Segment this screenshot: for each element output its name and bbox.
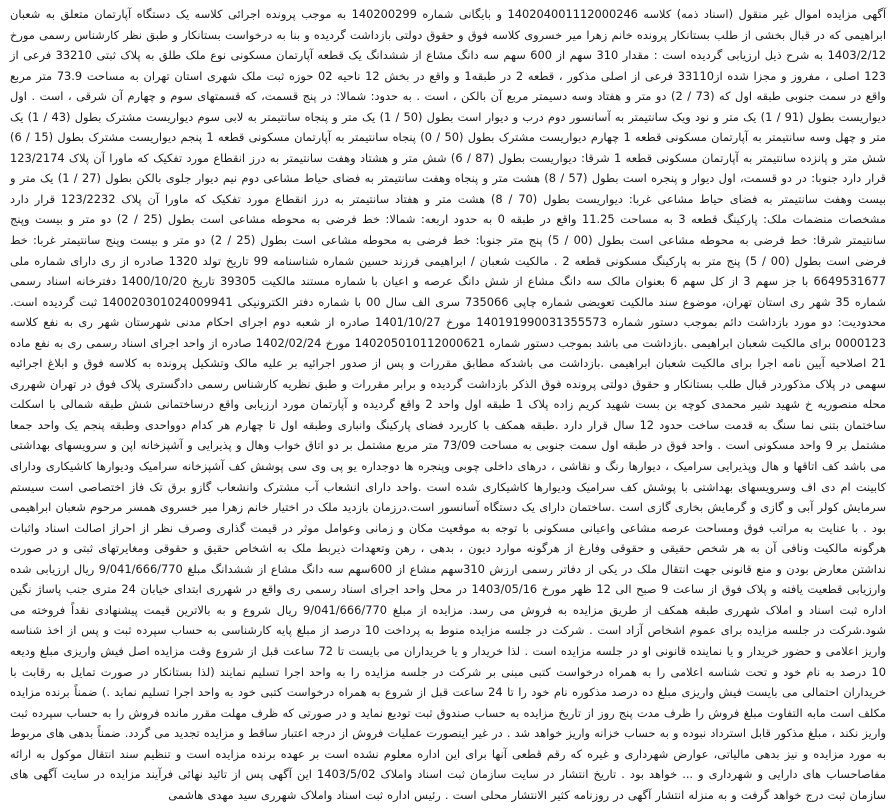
auction-notice-text: آگهی مزایده اموال غیر منقول (اسناد ذمه) کلاسه 140204001112000246 و بایگانی شماره 140200299 به موجب پرونده اجرائی کلاسه یک دستگاه آپارتمان متعلق به شعبان ابراهیمی که در قبال بخشی از طلب بستانکار پرونده خانم زهرا میر خسروی کلاسه فوق و حقوق دولتی بازداشت گردیده و بنا به درخواست بستانکار و طبق نظر کارشناس رسمی مورخ 1403/2/12 به شرح ذیل ارزیابی گردیده است : مقدار 310 سهم از 600 سهم سه دانگ مشاع از ششدانگ یک قطعه آپارتمان مسکونی نوع ملک طلق به پلاک ثبتی 33210 فرعی از 123 اصلی ، مفروز و مجزا شده از33110 فرعی از اصلی مذکور ، قطعه 2 در طبقه1 و واقع در بخش 12 ناحیه 02 حوزه ثبت ملک شهری استان تهران به مساحت 73.9 متر مربع واقع در سمت جنوبی طبقه اول که (73 / 2) دو متر و هفتاد وسه دسیمتر مربع آن بالکن ، است . به حدود: شمالا: در پنج قسمت، که قسمتهای سوم و چهارم آن شرقی ، است . اول دیواریست بطول (91 / 1) یک متر و نود ویک سانتیمتر به آسانسور دوم درب و دیوار است بطول (50 / 1) یک متر و پنجاه سانتیمتر به لابی سوم دیواریست مشترک بطول (43 / 1) یک متر و چهل وسه سانتیمتر به آپارتمان مسکونی قطعه 1 چهارم دیواریست مشترک بطول (50 / 0) پنجاه سانتیمتر به آپارتمان مسکونی قطعه 1 پنجم دیواریست مشترک بطول (15 / 6) شش متر و پانزده سانتیمتر به آپارتمان مسکونی قطعه 1 شرقا: دیواریست بطول (87 / 6) شش متر و هشتاد وهفت سانتیمتر به درز انقطاع مورد تفکیک که ماورا آن پلاک 123/2174 قرار دارد جنوبا: در دو قسمت، اول دیوار و پنجره است بطول (57 / 8) هشت متر و پنجاه وهفت سانتیمتر به فضای حیاط مشاعی دوم نیم دیوار جلوی بالکن بطول (27 / 1) یک متر و بیست وهفت سانتیمتر به فضای حیاط مشاعی غربا: دیواریست بطول (70 / 8) هشت متر و هفتاد سانتیمتر به درز انقطاع مورد تفکیک که ماورا آن پلاک 123/2232 قرار دارد مشخصات منضمات ملک: پارکینگ قطعه 3 به مساحت 11.25 واقع در طبقه 0 به حدود اربعه: شمالا: خط فرضی به محوطه مشاعی است بطول (25 / 2) دو متر و بیست وپنج سانتیمتر شرقا: خط فرضی به محوطه مشاعی است بطول (00 / 5) پنج متر جنوبا: خط فرضی به محوطه مشاعی است بطول (25 / 2) دو متر و بیست وپنج سانتیمتر غربا: خط فرضی است بطول (00 / 5) پنج متر به پارکینگ مسکونی قطعه 2 . مالکیت شعبان / ابراهیمی فرزند حسین شماره شناسنامه 99 تاریخ تولد 1320 صادره از ری دارای شماره ملی 6649531677 با جز سهم 3 از کل سهم 6 بعنوان مالک سه دانگ مشاع از شش دانگ عرصه و اعیان با شماره مستند مالکیت 39305 تاریخ 1400/10/20 دفترخانه اسناد رسمی شماره 35 شهر ری استان تهران، موضوع سند مالکیت تعویضی شماره چاپی 735066 سری الف سال 00 با شماره دفتر الکترونیکی 140020301024009941 ثبت گردیده است. محدودیت: دو مورد بازداشت دائم بموجب دستور شماره 140191990031355573 مورخ 1401/10/27 صادره از شعبه دوم اجرای احکام مدنی شهرستان شهر ری به نفع کلاسه 0000123 برای مالکیت شعبان ابراهیمی .بازداشت می باشد بموجب دستور شماره 140205010112000621 مورخ 1402/02/24 صادره از واحد اجرای اسناد رسمی ری به نفع ماده 21 اصلاحیه آیین نامه اجرا برای مالکیت شعبان ابراهیمی .بازداشت می باشدکه مطابق مقررات و پس از صدور اجرائیه بر علیه مالک وتشکیل پرونده به کلاسه فوق و ابلاغ اجرائیه سهمی در پلاک مذکوردر قبال طلب بستانکار و حقوق دولتی پرونده فوق الذکر بازداشت گردیده و برابر مقررات و طبق نظریه کارشناس رسمی دادگستری پلاک فوق در تهران شهرری محله منصوریه خ شهید شیر محمدی کوچه بن بست شهید کریم زاده پلاک 1 طبقه اول واحد 2 واقع گردیده و آپارتمان مورد ارزیابی واقع درساختمانی شش طبقه شمالی با اسکلت ساختمان بتنی نما سنگ به قدمت ساخت حدود 12 سال قرار دارد .طبقه همکف با کاربرد فضای پارکینگ وانباری وطبقه اول تا چهارم هر کدام دوواحدی وطبقه پنجم یک واحد جمعا مشتمل بر 9 واحد مسکونی است . واحد فوق در طبقه اول سمت جنوبی به مساحت 73/09 متر مربع مشتمل بر دو اتاق خواب وهال و پذیرایی و آشپزخانه اپن و سرویسهای بهداشتی می باشد کف اتاقها و هال وپذیرایی سرامیک ، دیوارها رنگ و نقاشی ، درهای داخلی چوبی وپنجره ها دوجداره یو پی وی سی پوشش کف آشپزخانه سرامیک ودیوارها کاشیکاری ودارای کابینت ام دی اف وسرویسهای بهداشتی با پوشش کف سرامیک ودیوارها کاشیکاری شده است .واحد دارای انشعاب آب مشترک وانشعاب گازو برق تک فاز اختصاصی است سیستم سرمایش کولر آبی و گازی و گرمایش بخاری گازی است .ساختمان دارای یک دستگاه آسانسور است.درزمان بازدید ملک در اختیار خانم زهرا میر خسروی همسر مرحوم شعبان ابراهیمی بود . با عنایت به مراتب فوق ومساحت عرصه مشاعی واعیانی مسکونی با توجه به موقعیت مکان و زمانی وعوامل موثر در قیمت گذاری وصرف نظر از احراز اصالت اسناد واثبات هرگونه مالکیت ونافی آن به هر شخص حقیقی و حقوقی وفارغ از هرگونه موارد دیون ، بدهی ، رهن وتعهدات ذیربط ملک به اشخاص حقیق و حقوقی ومغایرتهای ثبتی و در صورت نداشتن معارض بودن و منع قانونی جهت انتقال ملک در یکی از دفاتر رسمی ارزش 310سهم مشاع از 600سهم سه دانگ مشاع از ششدانگ مبلغ 9/041/666/770 ریال ارزیابی شده وارزیابی قطعیت یافته و پلاک فوق از ساعت 9 صبح الی 12 ظهر مورخ 1403/05/16 در محل واحد اجرای اسناد رسمی ری واقع در شهرری ابتدای خیابان 24 متری جنب پاساژ نگین اداره ثبت اسناد و املاک شهرری طبقه همکف از طریق مزایده به فروش می رسد. مزایده از مبلغ 9/041/666/770 ریال شروع و به بالاترین قیمت پیشنهادی نقداً فروخته می شود.شرکت در جلسه مزایده برای عموم اشخاص آزاد است . شرکت در جلسه مزایده منوط به پرداخت 10 درصد از مبلغ پایه کارشناسی به حساب سپرده ثبت و پس از اخذ شناسه واریز اعلامی و حضور خریدار و یا نماینده قانونی او در جلسه مزایده است . لذا خریدار و یا خریداران می بایست تا 72 ساعت قبل از شروع وقت مزایده اصل فیش واریزی مبلغ ودیعه 10 درصد به نام خود و تحت شناسه اعلامی را به همراه درخواست کتبی مبنی بر شرکت در جلسه مزایده را به واحد اجرا تسلیم نمایند (لذا بستانکار در صورت تمایل به رقابت با خریداران احتمالی می بایست فیش واریزی مبلغ ده درصد مذکوره نام خود را تا 24 ساعت قبل از شروع به همراه درخواست کتبی خود به واحد اجرا تسلیم نماید .) ضمناً برنده مزایده مکلف است مابه التفاوت مبلغ فروش را ظرف مدت پنج روز از تاریخ مزایده به حساب صندوق ثبت تودیع نماید و در صورتی که ظرف مهلت مقرر مانده فروش را به حساب سپرده ثبت واریز نکند ، مبلغ مذکور قابل استرداد نبوده و به حساب خزانه واریز خواهد شد . در غیر اینصورت عملیات فروش از درجه اعتبار ساقط و مزایده تجدید می گردد. ضمناً بدهی های مربوط به مورد مزایده و نیز بدهی مالیاتی، عوارض شهرداری و غیره که رقم قطعی آنها برای این اداره معلوم نشده است بر عهده برنده مزایده است و تنظیم سند انتقال موکول به ارائه مفاصاحساب های دارایی و شهرداری و ... خواهد بود . تاریخ انتشار در سایت سازمان ثبت اسناد واملاک 1403/5/02 این آگهی پس از تائید نهائی فرآیند مزایده در سایت آگهی های سازمان ثبت درج خواهد گرفت و به منزله انتشار آگهی در روزنامه کثیر الانتشار محلی است . رئیس اداره ثبت اسناد واملاک شهرری سید مهدی هاشمی [10,7,887,802]
notice-page [10,4,886,807]
